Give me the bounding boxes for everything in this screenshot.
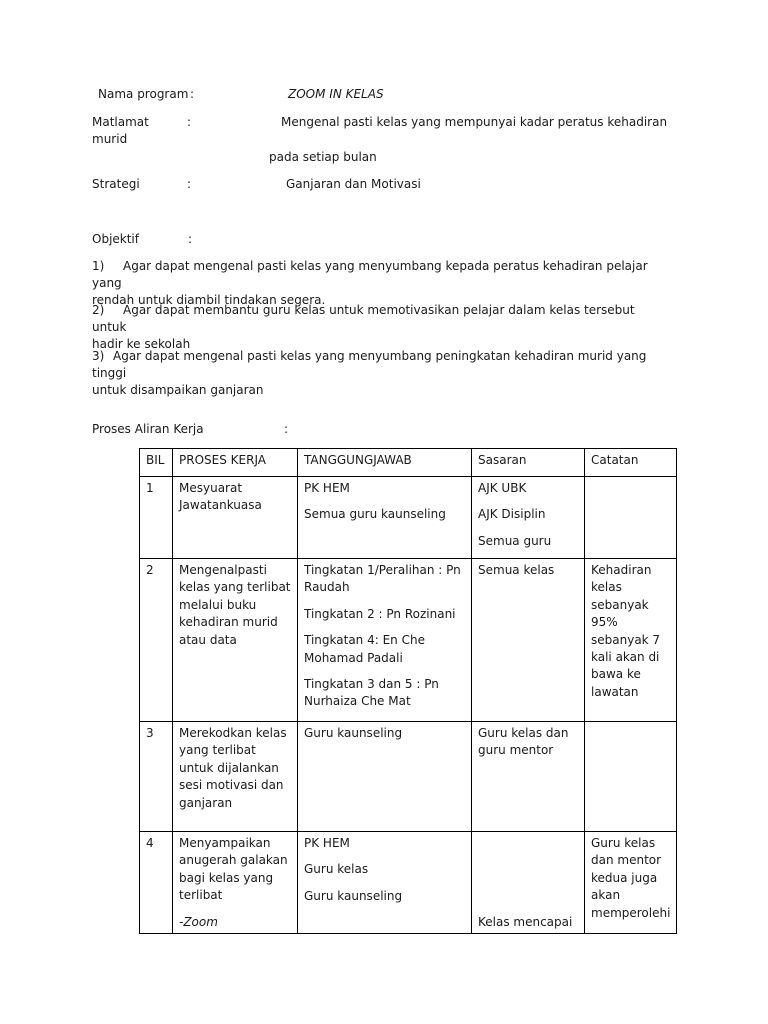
cell-catatan: [585, 477, 677, 559]
objektif-item-3-text: Agar dapat mengenal pasti kelas yang menyumbang peningkatan kehadiran murid yang tinggi: [92, 349, 647, 381]
matlamat-value-line3: pada setiap bulan: [269, 150, 377, 164]
cell-text: PK HEM: [304, 836, 350, 850]
objektif-item-3: [92, 348, 672, 399]
cell-text: Tingkatan 2 : Pn Rozinani: [304, 606, 456, 621]
matlamat-label: Matlamat: [92, 115, 149, 129]
objektif-colon: :: [188, 232, 193, 246]
cell-sasaran: [472, 832, 585, 934]
cell-bil: 3: [140, 722, 173, 832]
cell-proses: [173, 477, 298, 559]
cell-proses: [173, 832, 298, 934]
cell-sasaran: [472, 559, 585, 722]
header-tanggungjawab: TANGGUNGJAWAB: [298, 449, 472, 477]
objektif-item-2-number: 2): [92, 303, 105, 317]
cell-text: Guru kaunseling: [304, 726, 403, 740]
cell-catatan: [585, 832, 677, 934]
cell-bil: 4: [140, 832, 173, 934]
nama-program-value: ZOOM IN KELAS: [288, 87, 384, 101]
cell-text: -Zoom: [179, 914, 218, 929]
cell-text: Menyampaikan anugerah galakan bagi kelas yang terlibat: [179, 836, 288, 903]
objektif-item-3-continuation: untuk disampaikan ganjaran: [92, 383, 264, 398]
cell-text: Mesyuarat Jawatankuasa: [179, 481, 262, 513]
objektif-label: Objektif: [92, 232, 139, 246]
table-header-row: [140, 449, 677, 477]
header-bil: BIL: [140, 449, 173, 477]
header-catatan: Catatan: [585, 449, 677, 477]
cell-catatan: [585, 722, 677, 832]
proses-table: [139, 448, 677, 934]
objektif-item-1-number: 1): [92, 259, 105, 273]
cell-text: Guru kelas: [304, 862, 369, 877]
proses-colon: :: [284, 422, 289, 436]
cell-text: AJK UBK: [478, 481, 527, 495]
objektif-item-1-text: Agar dapat mengenal pasti kelas yang menyumbang kepada peratus kehadiran pelajar yang: [92, 259, 648, 291]
matlamat-value-line1: Mengenal pasti kelas yang mempunyai kadar peratus kehadiran: [281, 115, 668, 129]
cell-proses: [173, 559, 298, 722]
cell-text: Guru kaunseling: [304, 888, 403, 903]
cell-text: Tingkatan 3 dan 5 : Pn Nurhaiza Che Mat: [304, 676, 439, 709]
cell-bil: 2: [140, 559, 173, 722]
cell-text: Guru kelas dan guru mentor: [478, 726, 569, 758]
proses-label: Proses Aliran Kerja: [92, 422, 204, 436]
cell-text: Semua guru kaunseling: [304, 507, 446, 522]
cell-tanggungjawab: [298, 722, 472, 832]
cell-text: Tingkatan 4: En Che Mohamad Padali: [304, 633, 425, 665]
cell-tanggungjawab: [298, 832, 472, 934]
nama-program-colon: :: [190, 87, 195, 101]
cell-text: Merekodkan kelas yang terlibat untuk dijalankan sesi motivasi dan ganjaran: [179, 726, 287, 810]
cell-text: Kehadiran kelas sebanyak 95% sebanyak 7 kali akan di bawa ke lawatan: [591, 563, 661, 699]
strategi-value: Ganjaran dan Motivasi: [286, 177, 421, 191]
table-row: [140, 559, 677, 722]
cell-tanggungjawab: [298, 477, 472, 559]
cell-text: Kelas mencapai: [478, 914, 573, 929]
cell-tanggungjawab: [298, 559, 472, 722]
cell-text: AJK Disiplin: [478, 507, 546, 522]
cell-text: PK HEM: [304, 481, 350, 495]
header-sasaran: Sasaran: [472, 449, 585, 477]
header-proses-kerja: PROSES KERJA: [173, 449, 298, 477]
cell-text: Guru kelas dan mentor kedua juga akan memperolehi: [591, 836, 671, 920]
objektif-item-3-number: 3): [92, 349, 105, 363]
objektif-item-2-text: Agar dapat membantu guru kelas untuk memotivasikan pelajar dalam kelas tersebut untuk: [92, 303, 635, 335]
cell-text: Mengenalpasti kelas yang terlibat melalui buku kehadiran murid atau data: [179, 563, 291, 647]
cell-bil: 1: [140, 477, 173, 559]
table-row: [140, 722, 677, 832]
table-row: [140, 477, 677, 559]
matlamat-value-line2: murid: [92, 132, 128, 146]
strategi-label: Strategi: [92, 177, 140, 191]
cell-text: Semua guru: [478, 533, 552, 548]
nama-program-label: Nama program: [98, 87, 189, 101]
objektif-item-2: [92, 302, 672, 353]
cell-text: Semua kelas: [478, 563, 555, 577]
cell-catatan: [585, 559, 677, 722]
cell-sasaran: [472, 477, 585, 559]
table-row: [140, 832, 677, 934]
strategi-colon: :: [187, 177, 192, 191]
matlamat-colon: :: [187, 115, 192, 129]
cell-sasaran: [472, 722, 585, 832]
objektif-item-1-continuation: rendah untuk diambil tindakan segera.: [92, 293, 326, 308]
cell-text: Tingkatan 1/Peralihan : Pn Raudah: [304, 563, 461, 595]
cell-proses: [173, 722, 298, 832]
objektif-item-2-continuation: hadir ke sekolah: [92, 337, 191, 352]
